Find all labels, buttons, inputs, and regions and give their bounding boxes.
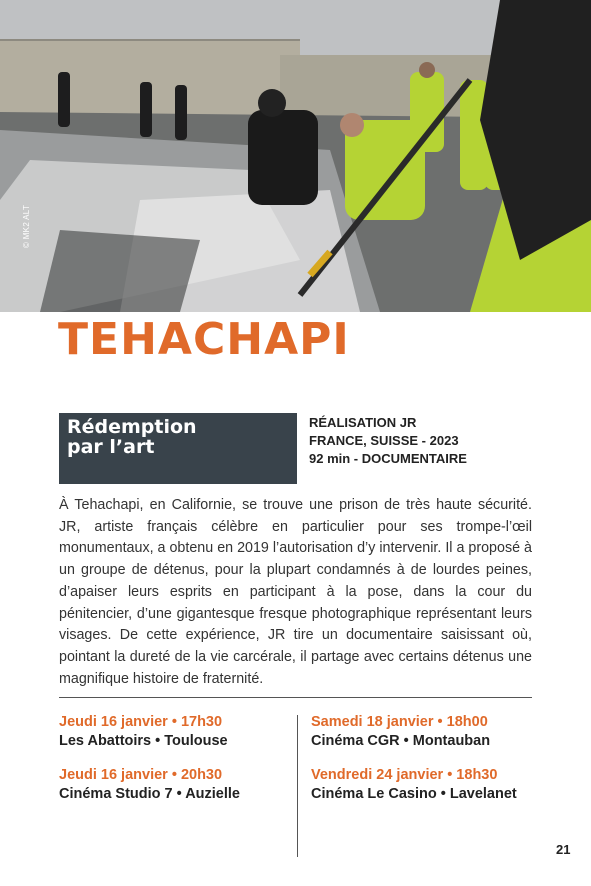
showing-date: Jeudi 16 janvier • 20h30 xyxy=(59,767,223,783)
showing-date: Jeudi 16 janvier • 17h30 xyxy=(59,714,223,730)
theme-box xyxy=(59,413,297,484)
duration-genre: 92 min - DOCUMENTAIRE xyxy=(309,451,467,466)
showing-date: Vendredi 24 janvier • 18h30 xyxy=(311,767,498,783)
showing-4 xyxy=(311,766,517,804)
showing-venue: Cinéma CGR • Montauban xyxy=(311,733,491,749)
film-photo xyxy=(0,0,591,312)
showing-venue: Cinéma Le Casino • Lavelanet xyxy=(311,786,517,802)
synopsis: À Tehachapi, en Californie, se trouve une prison de très haute sécurité. JR, artiste français célèbre en particulier pour ses trompe-l’œil monumentaux, a obtenu en 2019 l’autorisation d’y intervenir. Il a proposé à un groupe de détenus, pour la plupart condamnés à de lourdes peines, d’apaiser leurs esprits en participant à la pose, dans la cour du pénitencier, d’une gigantesque fresque photographique représentant leurs visages. De cette expérience, JR tire un documentaire saisissant où, pointant la dureté de la vie carcérale, il partage avec certains détenus une magnifique histoire de fraternité. xyxy=(59,497,532,687)
showing-1 xyxy=(59,713,228,751)
showing-3 xyxy=(311,713,490,751)
showing-date: Samedi 18 janvier • 18h00 xyxy=(311,714,488,730)
page-number: 21 xyxy=(556,842,571,857)
film-title: TEHACHAPI xyxy=(58,314,350,365)
director: RÉALISATION JR xyxy=(309,415,417,430)
film-meta xyxy=(309,414,467,468)
theme-line-2: par l’art xyxy=(67,436,155,458)
country-year: FRANCE, SUISSE - 2023 xyxy=(309,433,459,448)
divider xyxy=(59,697,532,698)
prison-yard-illustration xyxy=(0,0,591,312)
theme-line-1: Rédemption xyxy=(67,416,197,438)
showing-venue: Cinéma Studio 7 • Auzielle xyxy=(59,786,240,802)
photo-credit: © MK2 ALT xyxy=(22,204,31,248)
showing-2 xyxy=(59,766,240,804)
showing-venue: Les Abattoirs • Toulouse xyxy=(59,733,228,749)
column-divider xyxy=(297,715,298,857)
